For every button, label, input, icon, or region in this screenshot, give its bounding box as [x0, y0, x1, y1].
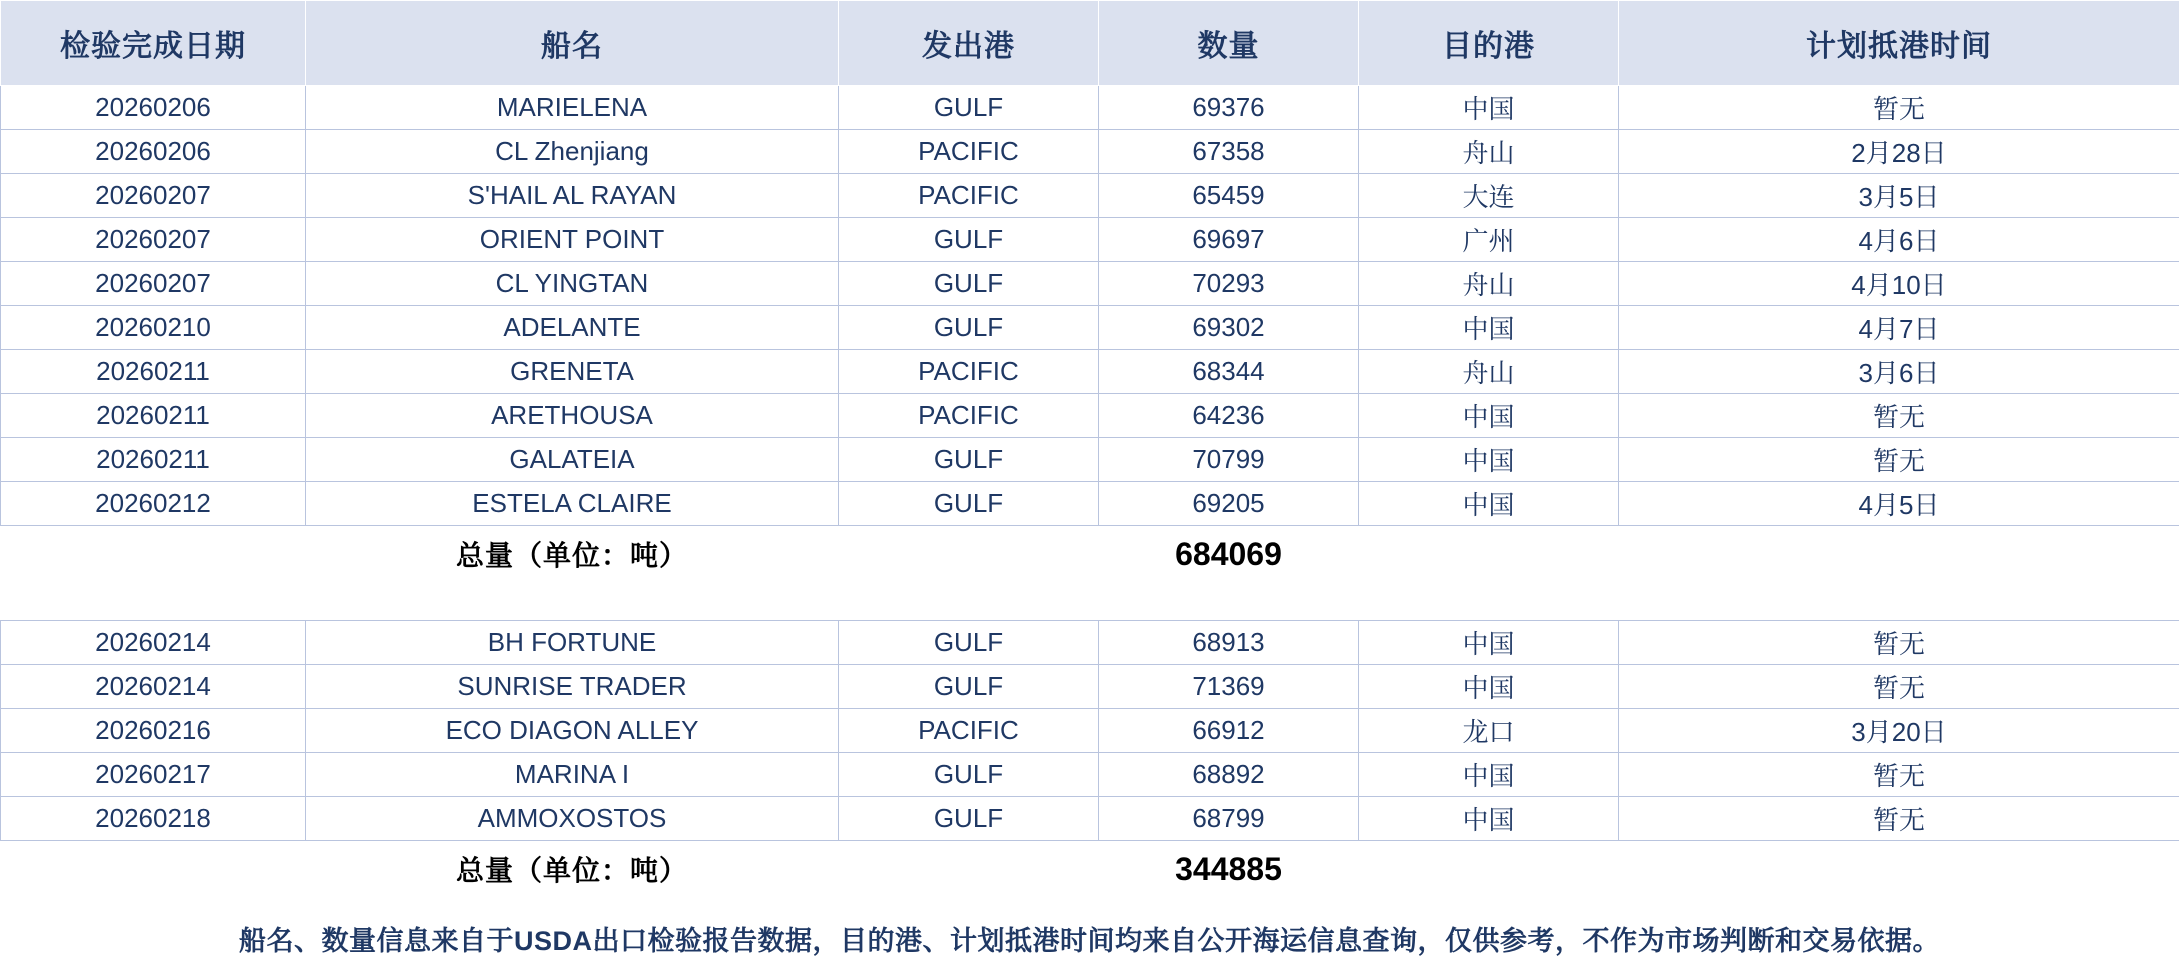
cell-eta: 暂无 [1619, 753, 2179, 797]
column-header-vessel-name: 船名 [306, 1, 839, 86]
cell-destination-port: 中国 [1359, 86, 1619, 130]
table-row [1, 709, 2179, 753]
cell-eta: 2月28日 [1619, 130, 2179, 174]
cell-origin-port: GULF [839, 86, 1099, 130]
section1-total-row [1, 526, 2179, 583]
cell-eta: 4月5日 [1619, 482, 2179, 526]
cell-quantity: 68799 [1099, 797, 1359, 841]
cell-origin-port: PACIFIC [839, 709, 1099, 753]
cell-eta: 4月10日 [1619, 262, 2179, 306]
cell-inspection-date: 20260207 [1, 218, 306, 262]
cell-quantity: 69376 [1099, 86, 1359, 130]
total-spacer-origin [839, 841, 1099, 898]
cell-inspection-date: 20260218 [1, 797, 306, 841]
cell-vessel-name: S'HAIL AL RAYAN [306, 174, 839, 218]
section2-total-row [1, 841, 2179, 898]
cell-eta: 3月20日 [1619, 709, 2179, 753]
cell-inspection-date: 20260214 [1, 665, 306, 709]
table-row [1, 350, 2179, 394]
cell-destination-port: 中国 [1359, 665, 1619, 709]
table-row [1, 753, 2179, 797]
cell-destination-port: 中国 [1359, 797, 1619, 841]
table-body [1, 86, 2179, 898]
table-row [1, 86, 2179, 130]
cell-eta: 暂无 [1619, 394, 2179, 438]
cell-inspection-date: 20260211 [1, 394, 306, 438]
column-header-inspection-date: 检验完成日期 [1, 1, 306, 86]
section-divider-cell [1, 582, 2179, 621]
cell-destination-port: 中国 [1359, 306, 1619, 350]
cell-inspection-date: 20260211 [1, 438, 306, 482]
cell-quantity: 69205 [1099, 482, 1359, 526]
cell-eta: 3月5日 [1619, 174, 2179, 218]
cell-origin-port: PACIFIC [839, 130, 1099, 174]
cell-quantity: 68892 [1099, 753, 1359, 797]
cell-inspection-date: 20260214 [1, 621, 306, 665]
total-spacer-origin [839, 526, 1099, 583]
cell-eta: 3月6日 [1619, 350, 2179, 394]
cell-origin-port: GULF [839, 482, 1099, 526]
cell-destination-port: 中国 [1359, 482, 1619, 526]
cell-origin-port: GULF [839, 438, 1099, 482]
table-row [1, 262, 2179, 306]
table-row [1, 482, 2179, 526]
section-divider [1, 582, 2179, 621]
table-row [1, 306, 2179, 350]
cell-inspection-date: 20260212 [1, 482, 306, 526]
cell-vessel-name: CL YINGTAN [306, 262, 839, 306]
table-header [1, 1, 2179, 86]
cell-quantity: 68913 [1099, 621, 1359, 665]
cell-vessel-name: MARIELENA [306, 86, 839, 130]
cell-quantity: 66912 [1099, 709, 1359, 753]
section1-total-label: 总量（单位：吨） [306, 526, 839, 583]
section2-total-label: 总量（单位：吨） [306, 841, 839, 898]
cell-inspection-date: 20260206 [1, 86, 306, 130]
column-header-quantity: 数量 [1099, 1, 1359, 86]
cell-quantity: 64236 [1099, 394, 1359, 438]
total-spacer-destination [1359, 841, 1619, 898]
cell-destination-port: 中国 [1359, 753, 1619, 797]
header-row [1, 1, 2179, 86]
total-spacer-eta [1619, 841, 2179, 898]
cell-origin-port: GULF [839, 797, 1099, 841]
cell-inspection-date: 20260206 [1, 130, 306, 174]
cell-vessel-name: MARINA I [306, 753, 839, 797]
cell-origin-port: PACIFIC [839, 350, 1099, 394]
cell-eta: 暂无 [1619, 86, 2179, 130]
cell-quantity: 70293 [1099, 262, 1359, 306]
cell-origin-port: PACIFIC [839, 174, 1099, 218]
cell-destination-port: 舟山 [1359, 350, 1619, 394]
cell-destination-port: 中国 [1359, 438, 1619, 482]
section1-total-value: 684069 [1099, 526, 1359, 583]
table-row [1, 621, 2179, 665]
cell-destination-port: 龙口 [1359, 709, 1619, 753]
cell-quantity: 67358 [1099, 130, 1359, 174]
cell-quantity: 69697 [1099, 218, 1359, 262]
table-row [1, 394, 2179, 438]
cell-eta: 暂无 [1619, 621, 2179, 665]
cell-vessel-name: GRENETA [306, 350, 839, 394]
cell-vessel-name: ORIENT POINT [306, 218, 839, 262]
cell-vessel-name: SUNRISE TRADER [306, 665, 839, 709]
cell-destination-port: 中国 [1359, 621, 1619, 665]
cell-quantity: 68344 [1099, 350, 1359, 394]
cell-origin-port: GULF [839, 753, 1099, 797]
cell-vessel-name: CL Zhenjiang [306, 130, 839, 174]
column-header-eta: 计划抵港时间 [1619, 1, 2179, 86]
footnote-text: 船名、数量信息来自于USDA出口检验报告数据，目的港、计划抵港时间均来自公开海运信息查询，仅供参考，不作为市场判断和交易依据。 [0, 919, 2179, 958]
cell-origin-port: GULF [839, 621, 1099, 665]
cell-quantity: 70799 [1099, 438, 1359, 482]
table-row [1, 438, 2179, 482]
cell-origin-port: GULF [839, 218, 1099, 262]
cell-quantity: 65459 [1099, 174, 1359, 218]
total-spacer-left [1, 526, 306, 583]
table-row [1, 130, 2179, 174]
cell-eta: 暂无 [1619, 438, 2179, 482]
table-row [1, 174, 2179, 218]
cell-eta: 4月6日 [1619, 218, 2179, 262]
cell-eta: 暂无 [1619, 797, 2179, 841]
cell-inspection-date: 20260216 [1, 709, 306, 753]
section2-total-value: 344885 [1099, 841, 1359, 898]
total-spacer-destination [1359, 526, 1619, 583]
table-row [1, 665, 2179, 709]
cell-quantity: 69302 [1099, 306, 1359, 350]
cell-vessel-name: AMMOXOSTOS [306, 797, 839, 841]
cell-destination-port: 舟山 [1359, 130, 1619, 174]
cell-vessel-name: ARETHOUSA [306, 394, 839, 438]
cell-vessel-name: ESTELA CLAIRE [306, 482, 839, 526]
column-header-origin-port: 发出港 [839, 1, 1099, 86]
cell-vessel-name: ECO DIAGON ALLEY [306, 709, 839, 753]
cell-origin-port: GULF [839, 262, 1099, 306]
cell-eta: 暂无 [1619, 665, 2179, 709]
cell-inspection-date: 20260207 [1, 262, 306, 306]
table-row [1, 218, 2179, 262]
total-spacer-eta [1619, 526, 2179, 583]
cell-vessel-name: ADELANTE [306, 306, 839, 350]
cell-origin-port: PACIFIC [839, 394, 1099, 438]
column-header-destination-port: 目的港 [1359, 1, 1619, 86]
cell-inspection-date: 20260210 [1, 306, 306, 350]
cell-inspection-date: 20260211 [1, 350, 306, 394]
cell-origin-port: GULF [839, 665, 1099, 709]
cell-inspection-date: 20260217 [1, 753, 306, 797]
cell-destination-port: 舟山 [1359, 262, 1619, 306]
cell-vessel-name: GALATEIA [306, 438, 839, 482]
cell-destination-port: 大连 [1359, 174, 1619, 218]
cell-quantity: 71369 [1099, 665, 1359, 709]
cell-vessel-name: BH FORTUNE [306, 621, 839, 665]
cell-destination-port: 中国 [1359, 394, 1619, 438]
table-row [1, 797, 2179, 841]
cell-origin-port: GULF [839, 306, 1099, 350]
cell-inspection-date: 20260207 [1, 174, 306, 218]
cell-destination-port: 广州 [1359, 218, 1619, 262]
total-spacer-left [1, 841, 306, 898]
cell-eta: 4月7日 [1619, 306, 2179, 350]
